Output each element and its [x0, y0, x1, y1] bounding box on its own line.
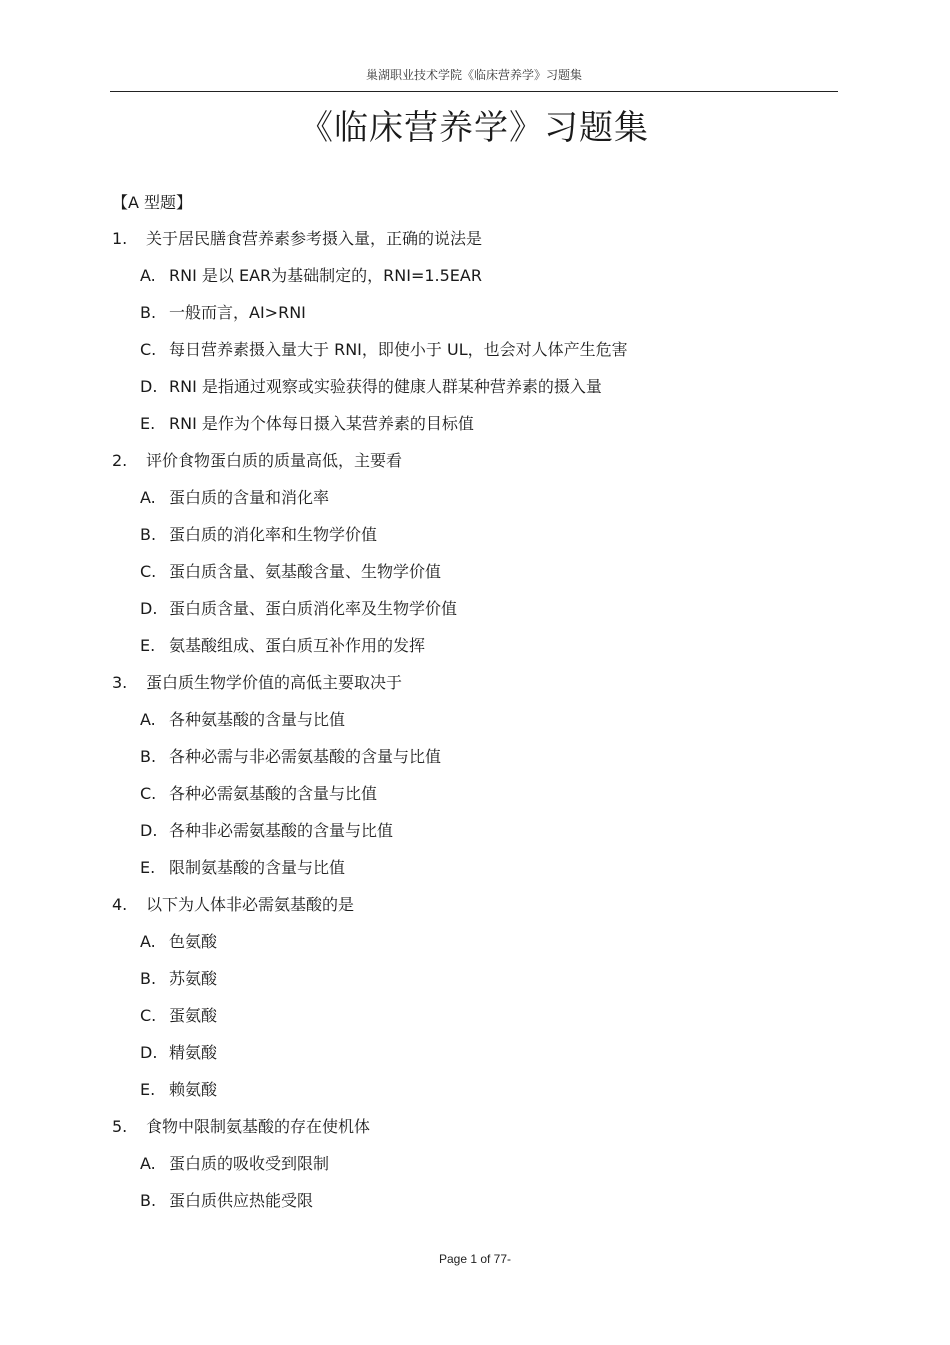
option-letter: A. — [140, 488, 156, 507]
section-label: 【A 型题】 — [112, 193, 193, 212]
option-letter: D. — [140, 1043, 158, 1062]
document-title: 《临床营养学》习题集 — [299, 108, 649, 148]
question-text: 评价食物蛋白质的质量高低，主要看 — [146, 451, 403, 470]
option-text: RNI 是作为个体每日摄入某营养素的目标值 — [169, 414, 474, 433]
option-text: 蛋白质含量、氨基酸含量、生物学价值 — [169, 562, 442, 581]
page-number: Page 1 of 77- — [438, 1252, 512, 1266]
question-3 — [112, 664, 832, 886]
answer-option-d — [112, 368, 832, 405]
question-stem — [112, 664, 832, 701]
option-text: 各种必需氨基酸的含量与比值 — [169, 784, 378, 803]
option-letter: A. — [140, 266, 156, 285]
option-text: 蛋氨酸 — [169, 1006, 218, 1025]
option-text: 蛋白质的消化率和生物学价值 — [169, 525, 378, 544]
option-text: 蛋白质含量、蛋白质消化率及生物学价值 — [169, 599, 458, 618]
question-4 — [112, 886, 832, 1108]
question-1 — [112, 220, 832, 442]
answer-option-a — [112, 479, 832, 516]
option-text: 各种非必需氨基酸的含量与比值 — [169, 821, 394, 840]
answer-option-b — [112, 738, 832, 775]
option-letter: C. — [140, 562, 157, 581]
option-letter: B. — [140, 1191, 157, 1210]
option-letter: A. — [140, 1154, 156, 1173]
question-2 — [112, 442, 832, 664]
option-text: 苏氨酸 — [169, 969, 218, 988]
question-stem — [112, 1108, 832, 1145]
answer-option-a — [112, 257, 832, 294]
option-text: 蛋白质供应热能受限 — [169, 1191, 314, 1210]
question-text: 蛋白质生物学价值的高低主要取决于 — [146, 673, 403, 692]
answer-option-c — [112, 331, 832, 368]
option-letter: E. — [140, 858, 156, 877]
question-stem — [112, 886, 832, 923]
answer-option-b — [112, 1182, 832, 1219]
option-letter: B. — [140, 969, 157, 988]
answer-option-c — [112, 997, 832, 1034]
answer-option-c — [112, 553, 832, 590]
answer-option-a — [112, 701, 832, 738]
answer-option-b — [112, 516, 832, 553]
question-text: 关于居民膳食营养素参考摄入量，正确的说法是 — [146, 229, 483, 248]
option-text: RNI 是以 EAR为基础制定的，RNI=1.5EAR — [169, 266, 482, 285]
answer-option-e — [112, 405, 832, 442]
question-number: 2. — [112, 451, 128, 470]
answer-option-a — [112, 923, 832, 960]
option-text: 各种氨基酸的含量与比值 — [169, 710, 346, 729]
question-number: 4. — [112, 895, 128, 914]
answer-option-e — [112, 1071, 832, 1108]
answer-option-d — [112, 590, 832, 627]
option-text: 限制氨基酸的含量与比值 — [169, 858, 346, 877]
question-text: 以下为人体非必需氨基酸的是 — [146, 895, 355, 914]
question-stem — [112, 220, 832, 257]
option-text: 赖氨酸 — [169, 1080, 218, 1099]
option-text: 氨基酸组成、蛋白质互补作用的发挥 — [169, 636, 426, 655]
question-stem — [112, 442, 832, 479]
question-text: 食物中限制氨基酸的存在使机体 — [146, 1117, 371, 1136]
answer-option-b — [112, 960, 832, 997]
running-header: 巢湖职业技术学院《临床营养学》习题集 — [365, 68, 582, 82]
question-5 — [112, 1108, 832, 1219]
question-number: 5. — [112, 1117, 128, 1136]
option-text: 每日营养素摄入量大于 RNI，即使小于 UL，也会对人体产生危害 — [169, 340, 628, 359]
option-letter: C. — [140, 784, 157, 803]
option-letter: A. — [140, 710, 156, 729]
question-list — [112, 220, 832, 1219]
option-text: 蛋白质的含量和消化率 — [169, 488, 330, 507]
question-number: 3. — [112, 673, 128, 692]
option-text: 一般而言，AI>RNI — [169, 303, 306, 322]
answer-option-d — [112, 1034, 832, 1071]
option-letter: E. — [140, 636, 156, 655]
answer-option-b — [112, 294, 832, 331]
option-letter: C. — [140, 1006, 157, 1025]
answer-option-a — [112, 1145, 832, 1182]
header-divider — [110, 91, 838, 92]
option-text: 各种必需与非必需氨基酸的含量与比值 — [169, 747, 442, 766]
option-letter: D. — [140, 821, 158, 840]
option-letter: D. — [140, 377, 158, 396]
option-letter: B. — [140, 303, 157, 322]
option-letter: C. — [140, 340, 157, 359]
answer-option-d — [112, 812, 832, 849]
option-text: 色氨酸 — [169, 932, 218, 951]
option-text: 蛋白质的吸收受到限制 — [169, 1154, 330, 1173]
option-letter: B. — [140, 525, 157, 544]
option-letter: E. — [140, 414, 156, 433]
answer-option-e — [112, 849, 832, 886]
option-letter: A. — [140, 932, 156, 951]
option-text: 精氨酸 — [169, 1043, 218, 1062]
option-letter: D. — [140, 599, 158, 618]
option-text: RNI 是指通过观察或实验获得的健康人群某种营养素的摄入量 — [169, 377, 602, 396]
question-number: 1. — [112, 229, 128, 248]
answer-option-c — [112, 775, 832, 812]
answer-option-e — [112, 627, 832, 664]
option-letter: E. — [140, 1080, 156, 1099]
option-letter: B. — [140, 747, 157, 766]
